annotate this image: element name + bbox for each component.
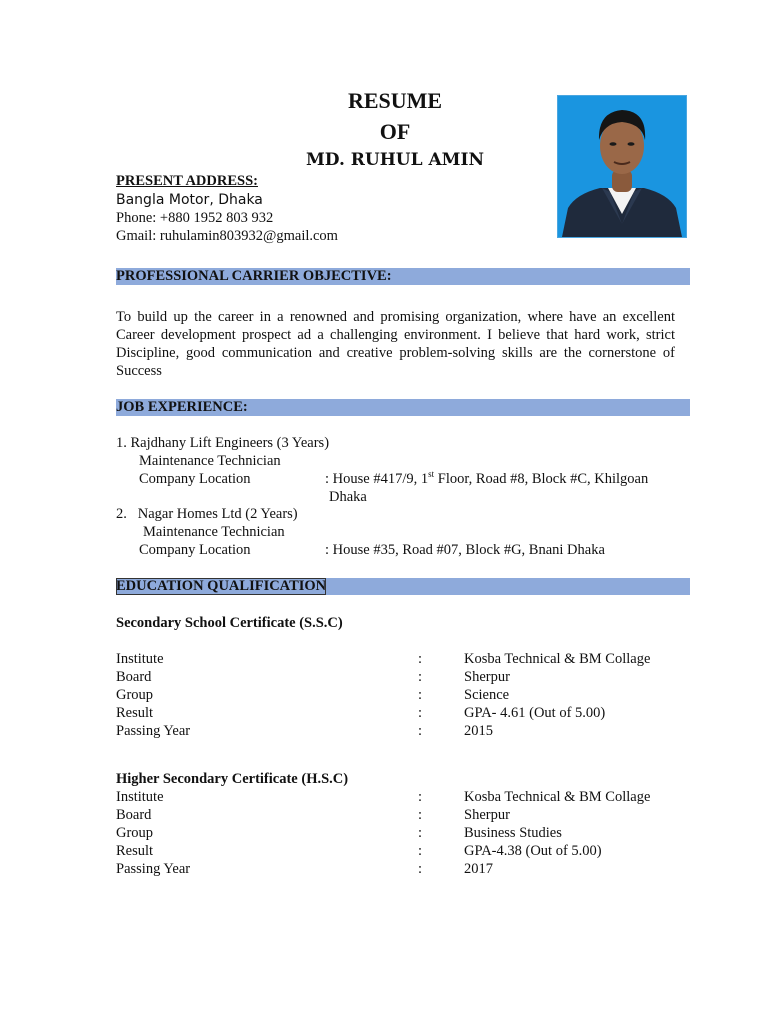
hsc-separator: :	[418, 789, 423, 805]
job-title: 2. Nagar Homes Ltd (2 Years)	[116, 506, 298, 522]
hsc-title: Higher Secondary Certificate (H.S.C)	[116, 771, 349, 787]
ssc-label: Group	[116, 687, 154, 703]
ssc-value: Sherpur	[464, 669, 510, 685]
job-role: Maintenance Technician	[143, 524, 285, 540]
ssc-label: Board	[116, 669, 152, 685]
resume-title-of: OF	[379, 119, 411, 144]
gmail-address: Gmail: ruhulamin803932@gmail.com	[116, 228, 338, 244]
job-location-line2: Dhaka	[329, 489, 367, 505]
job-location-label: Company Location	[139, 542, 251, 558]
hsc-label: Passing Year	[116, 861, 191, 877]
hsc-separator: :	[418, 807, 423, 823]
hsc-separator: :	[418, 825, 423, 841]
hsc-value: 2017	[464, 861, 493, 877]
ssc-separator: :	[418, 687, 423, 703]
hsc-value: Business Studies	[464, 825, 562, 841]
address-heading: PRESENT ADDRESS:	[116, 173, 258, 189]
hsc-label: Board	[116, 807, 152, 823]
job-location-label: Company Location	[139, 471, 251, 487]
ssc-separator: :	[418, 651, 423, 667]
hsc-label: Result	[116, 843, 154, 859]
objective-section-bar	[116, 268, 690, 285]
ssc-value: 2015	[464, 723, 493, 739]
hsc-value: Sherpur	[464, 807, 510, 823]
hsc-value: Kosba Technical & BM Collage	[464, 789, 651, 805]
objective-heading: PROFESSIONAL CARRIER OBJECTIVE:	[116, 268, 392, 284]
ssc-separator: :	[418, 723, 423, 739]
experience-section-bar	[116, 399, 690, 416]
hsc-separator: :	[418, 843, 423, 859]
resume-title: RESUME	[347, 88, 443, 113]
candidate-name: MD. RUHUL AMIN	[305, 150, 484, 170]
education-section-bar	[116, 578, 690, 595]
ssc-separator: :	[418, 669, 423, 685]
job-role: Maintenance Technician	[139, 453, 281, 469]
ssc-separator: :	[418, 705, 423, 721]
ssc-value: Kosba Technical & BM Collage	[464, 651, 651, 667]
phone-number: Phone: +880 1952 803 932	[116, 210, 274, 226]
ssc-title: Secondary School Certificate (S.S.C)	[116, 615, 343, 631]
hsc-separator: :	[418, 861, 423, 877]
ssc-value: Science	[464, 687, 510, 703]
experience-heading: JOB EXPERIENCE:	[116, 399, 248, 415]
ssc-label: Passing Year	[116, 723, 191, 739]
profile-photo-image	[558, 96, 686, 237]
hsc-label: Group	[116, 825, 154, 841]
address-line: Bangla Motor, Dhaka	[116, 192, 263, 208]
hsc-value: GPA-4.38 (Out of 5.00)	[464, 843, 602, 859]
objective-text: To build up the career in a renowned and promising organization, where have an excellent Career development prospect ad a challenging environment. I believe that hard work, strict Discipline, good communication and creative problem-solving skills are the cornerstone of Success	[116, 309, 675, 379]
job-location: : House #35, Road #07, Block #G, Bnani Dhaka	[325, 542, 605, 558]
job-title: 1. Rajdhany Lift Engineers (3 Years)	[116, 435, 330, 451]
hsc-label: Institute	[116, 789, 164, 805]
education-heading: EDUCATION QUALIFICATION	[116, 578, 327, 594]
profile-photo	[557, 95, 687, 238]
job-location: : House #417/9, 1st Floor, Road #8, Block #C, Khilgoan	[325, 469, 649, 487]
ssc-label: Result	[116, 705, 154, 721]
ssc-value: GPA- 4.61 (Out of 5.00)	[464, 705, 606, 721]
ssc-label: Institute	[116, 651, 164, 667]
